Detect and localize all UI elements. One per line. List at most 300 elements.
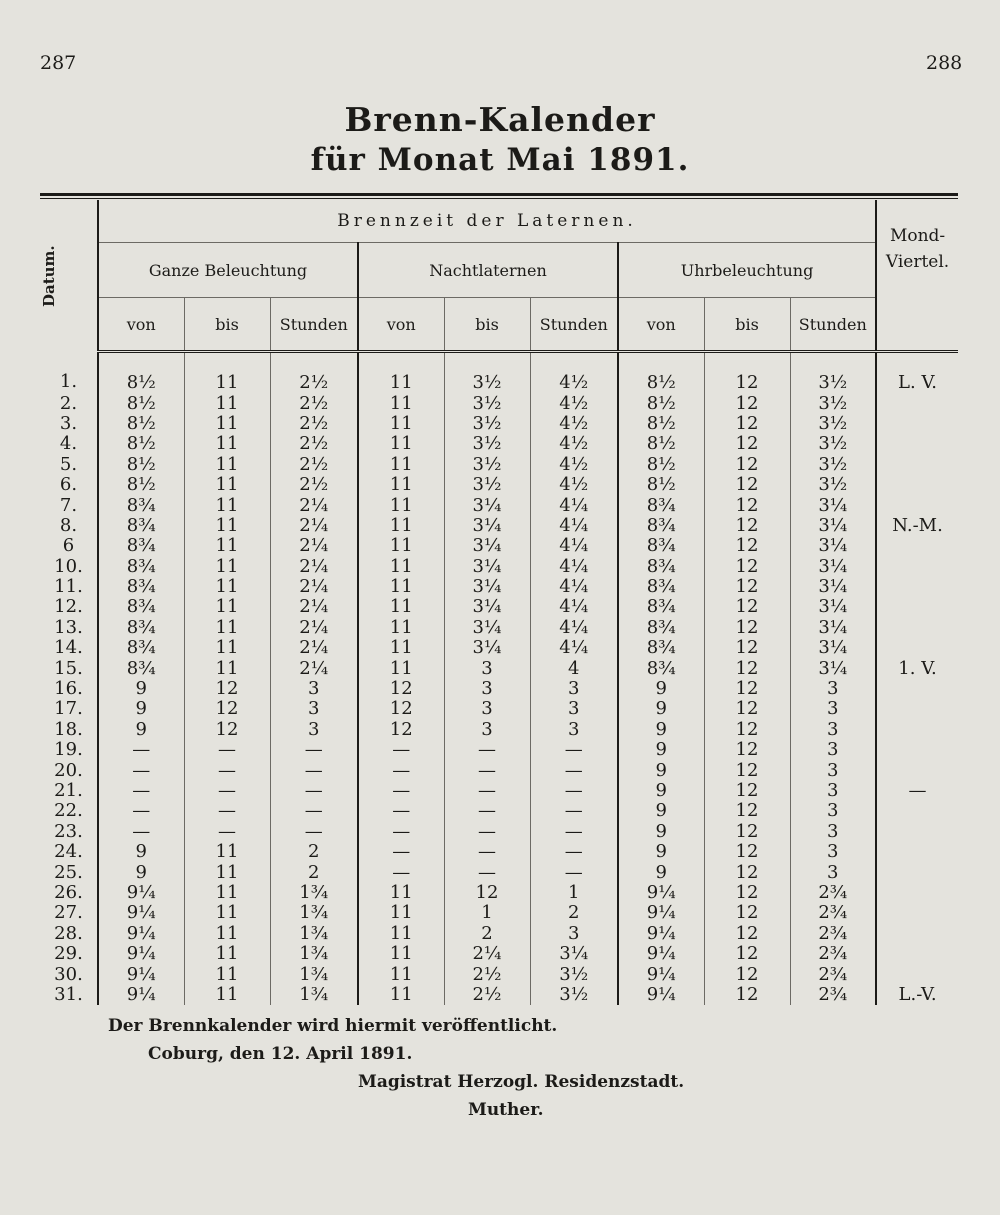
cell-uhr-bis: 12 bbox=[704, 842, 790, 862]
cell-nacht-bis: — bbox=[444, 760, 530, 780]
cell-nacht-stunden: 4¼ bbox=[530, 618, 618, 638]
cell-uhr-von: 8½ bbox=[618, 352, 704, 394]
cell-nacht-bis: 3 bbox=[444, 720, 530, 740]
cell-ganze-von: 8¾ bbox=[98, 658, 184, 678]
cell-mond-viertel bbox=[876, 393, 958, 413]
table-row bbox=[40, 577, 958, 597]
cell-mond-viertel bbox=[876, 720, 958, 740]
cell-nacht-von: 11 bbox=[358, 557, 444, 577]
cell-uhr-von: 9 bbox=[618, 679, 704, 699]
cell-nacht-von: 11 bbox=[358, 964, 444, 984]
cell-uhr-bis: 12 bbox=[704, 903, 790, 923]
cell-uhr-bis: 12 bbox=[704, 720, 790, 740]
table-row bbox=[40, 638, 958, 658]
cell-mond-viertel: 1. V. bbox=[876, 658, 958, 678]
cell-nacht-bis: 3¼ bbox=[444, 516, 530, 536]
cell-ganze-bis: 11 bbox=[184, 597, 270, 617]
cell-nacht-bis: 3¼ bbox=[444, 557, 530, 577]
cell-uhr-stunden: 2¾ bbox=[790, 883, 876, 903]
cell-nacht-von: — bbox=[358, 842, 444, 862]
cell-nacht-von: 11 bbox=[358, 536, 444, 556]
cell-nacht-von: — bbox=[358, 822, 444, 842]
cell-nacht-bis: 3¼ bbox=[444, 577, 530, 597]
cell-uhr-bis: 12 bbox=[704, 964, 790, 984]
cell-uhr-stunden: 3¼ bbox=[790, 638, 876, 658]
group-uhrbeleuchtung: Uhrbeleuchtung bbox=[618, 243, 876, 298]
cell-day: 31. bbox=[54, 983, 83, 1005]
cell-ganze-bis: 11 bbox=[184, 536, 270, 556]
table-row bbox=[40, 495, 958, 515]
cell-nacht-stunden: — bbox=[530, 760, 618, 780]
cell-uhr-stunden: 3¼ bbox=[790, 557, 876, 577]
table-row bbox=[40, 883, 958, 903]
cell-nacht-stunden: 3 bbox=[530, 699, 618, 719]
cell-ganze-bis: 12 bbox=[184, 720, 270, 740]
cell-mond-viertel: N.-M. bbox=[876, 516, 958, 536]
cell-uhr-bis: 12 bbox=[704, 781, 790, 801]
cell-nacht-stunden: 4¼ bbox=[530, 577, 618, 597]
cell-nacht-stunden: 3½ bbox=[530, 985, 618, 1005]
cell-nacht-bis: — bbox=[444, 842, 530, 862]
cell-uhr-bis: 12 bbox=[704, 760, 790, 780]
page-number-left: 287 bbox=[40, 52, 77, 74]
cell-nacht-von: — bbox=[358, 760, 444, 780]
cell-ganze-bis: 11 bbox=[184, 414, 270, 434]
cell-nacht-bis: 2¼ bbox=[444, 944, 530, 964]
cell-nacht-stunden: 3¼ bbox=[530, 944, 618, 964]
cell-ganze-stunden: 1¾ bbox=[270, 944, 358, 964]
cell-ganze-stunden: 2½ bbox=[270, 393, 358, 413]
cell-mond-viertel: L. V. bbox=[876, 352, 958, 394]
cell-ganze-von: 9 bbox=[98, 842, 184, 862]
cell-uhr-von: 9 bbox=[618, 842, 704, 862]
cell-nacht-von: 11 bbox=[358, 658, 444, 678]
subheader-von: von bbox=[358, 298, 444, 352]
cell-ganze-bis: 11 bbox=[184, 658, 270, 678]
cell-uhr-bis: 12 bbox=[704, 944, 790, 964]
cell-ganze-von: 9 bbox=[98, 699, 184, 719]
cell-ganze-von: 9¼ bbox=[98, 903, 184, 923]
cell-mond-viertel bbox=[876, 924, 958, 944]
cell-uhr-stunden: 3½ bbox=[790, 393, 876, 413]
cell-nacht-stunden: 2 bbox=[530, 903, 618, 923]
cell-uhr-von: 9¼ bbox=[618, 964, 704, 984]
cell-ganze-bis: 11 bbox=[184, 577, 270, 597]
cell-uhr-von: 8¾ bbox=[618, 638, 704, 658]
cell-nacht-bis: 3 bbox=[444, 658, 530, 678]
page-number-right: 288 bbox=[926, 52, 963, 74]
table-row bbox=[40, 699, 958, 719]
footer-authority: Magistrat Herzogl. Residenzstadt. bbox=[358, 1072, 685, 1092]
table-row bbox=[40, 985, 958, 1005]
cell-day: 27. bbox=[54, 902, 83, 924]
cell-uhr-bis: 12 bbox=[704, 536, 790, 556]
cell-ganze-stunden: 2¼ bbox=[270, 597, 358, 617]
subheader-bis: bis bbox=[704, 298, 790, 352]
footer-place-date: Coburg, den 12. April 1891. bbox=[148, 1044, 413, 1064]
cell-day: 13. bbox=[54, 616, 83, 638]
mond-subheader-empty bbox=[876, 298, 958, 352]
cell-ganze-stunden: 2½ bbox=[270, 414, 358, 434]
cell-ganze-von: — bbox=[98, 822, 184, 842]
cell-uhr-bis: 12 bbox=[704, 557, 790, 577]
cell-mond-viertel bbox=[876, 964, 958, 984]
cell-nacht-stunden: 3½ bbox=[530, 964, 618, 984]
cell-day: 2. bbox=[59, 392, 78, 414]
cell-uhr-bis: 12 bbox=[704, 679, 790, 699]
cell-nacht-von: 11 bbox=[358, 577, 444, 597]
cell-nacht-von: 12 bbox=[358, 720, 444, 740]
cell-uhr-von: 8¾ bbox=[618, 495, 704, 515]
cell-day: 14. bbox=[54, 637, 83, 659]
table-row bbox=[40, 781, 958, 801]
cell-uhr-von: 8¾ bbox=[618, 577, 704, 597]
cell-nacht-von: 11 bbox=[358, 495, 444, 515]
mond-header-cell bbox=[876, 200, 958, 298]
cell-ganze-von: 9¼ bbox=[98, 964, 184, 984]
mond-header: Mond-Viertel. bbox=[885, 225, 950, 272]
cell-uhr-von: 9 bbox=[618, 699, 704, 719]
cell-ganze-von: 8¾ bbox=[98, 577, 184, 597]
table-row bbox=[40, 536, 958, 556]
cell-uhr-bis: 12 bbox=[704, 822, 790, 842]
cell-mond-viertel bbox=[876, 434, 958, 454]
cell-ganze-von: — bbox=[98, 801, 184, 821]
cell-uhr-bis: 12 bbox=[704, 597, 790, 617]
cell-uhr-stunden: 3 bbox=[790, 760, 876, 780]
cell-mond-viertel bbox=[876, 699, 958, 719]
cell-ganze-bis: 11 bbox=[184, 638, 270, 658]
table-row bbox=[40, 658, 958, 678]
cell-ganze-stunden: 1¾ bbox=[270, 964, 358, 984]
cell-ganze-stunden: — bbox=[270, 781, 358, 801]
footer-signature: Muther. bbox=[468, 1100, 544, 1120]
cell-uhr-bis: 12 bbox=[704, 455, 790, 475]
cell-day: 23. bbox=[54, 820, 83, 842]
cell-uhr-bis: 12 bbox=[704, 434, 790, 454]
cell-nacht-von: 11 bbox=[358, 475, 444, 495]
cell-uhr-von: 8½ bbox=[618, 434, 704, 454]
cell-ganze-von: 8½ bbox=[98, 352, 184, 394]
cell-mond-viertel bbox=[876, 618, 958, 638]
cell-uhr-von: 8¾ bbox=[618, 597, 704, 617]
cell-ganze-stunden: 2½ bbox=[270, 352, 358, 394]
cell-uhr-von: 9¼ bbox=[618, 883, 704, 903]
cell-ganze-stunden: 3 bbox=[270, 679, 358, 699]
cell-uhr-stunden: 3½ bbox=[790, 434, 876, 454]
cell-ganze-von: 9 bbox=[98, 862, 184, 882]
cell-day: 15. bbox=[54, 657, 83, 679]
cell-mond-viertel bbox=[876, 414, 958, 434]
cell-ganze-stunden: 2½ bbox=[270, 455, 358, 475]
cell-ganze-bis: 11 bbox=[184, 883, 270, 903]
cell-uhr-stunden: 3½ bbox=[790, 475, 876, 495]
cell-nacht-bis: 3½ bbox=[444, 393, 530, 413]
cell-uhr-stunden: 3 bbox=[790, 822, 876, 842]
cell-uhr-von: 8¾ bbox=[618, 658, 704, 678]
cell-nacht-von: 11 bbox=[358, 597, 444, 617]
table-row bbox=[40, 842, 958, 862]
cell-uhr-bis: 12 bbox=[704, 883, 790, 903]
cell-day: 30. bbox=[54, 963, 83, 985]
cell-uhr-stunden: 3 bbox=[790, 699, 876, 719]
cell-nacht-stunden: 4¼ bbox=[530, 536, 618, 556]
cell-nacht-stunden: 3 bbox=[530, 679, 618, 699]
cell-nacht-von: 11 bbox=[358, 414, 444, 434]
cell-nacht-bis: 3 bbox=[444, 679, 530, 699]
datum-header-cell bbox=[40, 200, 98, 352]
cell-nacht-bis: 3½ bbox=[444, 455, 530, 475]
cell-day: 12. bbox=[54, 596, 83, 618]
cell-uhr-von: 8½ bbox=[618, 475, 704, 495]
group-nachtlaternen: Nachtlaternen bbox=[358, 243, 618, 298]
cell-ganze-von: 8¾ bbox=[98, 618, 184, 638]
table-row bbox=[40, 944, 958, 964]
cell-nacht-von: 11 bbox=[358, 516, 444, 536]
cell-ganze-bis: — bbox=[184, 822, 270, 842]
cell-ganze-bis: — bbox=[184, 801, 270, 821]
cell-ganze-stunden: 2¼ bbox=[270, 658, 358, 678]
cell-mond-viertel bbox=[876, 801, 958, 821]
cell-ganze-bis: 11 bbox=[184, 862, 270, 882]
cell-day: 20. bbox=[54, 759, 83, 781]
cell-mond-viertel bbox=[876, 740, 958, 760]
cell-day: 10. bbox=[54, 555, 83, 577]
cell-ganze-bis: 11 bbox=[184, 495, 270, 515]
cell-ganze-stunden: 2¼ bbox=[270, 618, 358, 638]
cell-mond-viertel bbox=[876, 638, 958, 658]
cell-nacht-stunden: — bbox=[530, 781, 618, 801]
cell-nacht-stunden: 4¼ bbox=[530, 597, 618, 617]
cell-uhr-stunden: 3 bbox=[790, 862, 876, 882]
cell-nacht-von: 11 bbox=[358, 352, 444, 394]
cell-nacht-von: — bbox=[358, 781, 444, 801]
cell-mond-viertel bbox=[876, 883, 958, 903]
cell-uhr-stunden: 3¼ bbox=[790, 577, 876, 597]
cell-nacht-stunden: 4½ bbox=[530, 434, 618, 454]
cell-nacht-stunden: 4½ bbox=[530, 352, 618, 394]
cell-uhr-bis: 12 bbox=[704, 862, 790, 882]
subheader-stunden: Stunden bbox=[270, 298, 358, 352]
cell-uhr-von: 9 bbox=[618, 801, 704, 821]
cell-mond-viertel bbox=[876, 760, 958, 780]
cell-ganze-von: 8½ bbox=[98, 393, 184, 413]
cell-nacht-stunden: 1 bbox=[530, 883, 618, 903]
cell-uhr-stunden: 3½ bbox=[790, 455, 876, 475]
cell-uhr-stunden: 3 bbox=[790, 781, 876, 801]
cell-ganze-von: 8¾ bbox=[98, 495, 184, 515]
cell-mond-viertel bbox=[876, 903, 958, 923]
table-row bbox=[40, 822, 958, 842]
cell-uhr-stunden: 2¾ bbox=[790, 944, 876, 964]
subheader-stunden: Stunden bbox=[530, 298, 618, 352]
cell-nacht-von: — bbox=[358, 801, 444, 821]
cell-nacht-stunden: 4¼ bbox=[530, 495, 618, 515]
cell-nacht-bis: 3½ bbox=[444, 414, 530, 434]
cell-uhr-stunden: 3½ bbox=[790, 414, 876, 434]
cell-ganze-von: 9¼ bbox=[98, 985, 184, 1005]
table-row bbox=[40, 434, 958, 454]
cell-ganze-von: 8¾ bbox=[98, 536, 184, 556]
cell-day: 6 bbox=[62, 535, 75, 557]
cell-mond-viertel bbox=[876, 536, 958, 556]
cell-mond-viertel bbox=[876, 597, 958, 617]
cell-ganze-bis: 11 bbox=[184, 352, 270, 394]
cell-nacht-von: 11 bbox=[358, 618, 444, 638]
calendar-table bbox=[40, 200, 958, 1005]
table-row bbox=[40, 618, 958, 638]
cell-ganze-bis: 11 bbox=[184, 557, 270, 577]
cell-mond-viertel bbox=[876, 495, 958, 515]
cell-uhr-bis: 12 bbox=[704, 516, 790, 536]
cell-uhr-von: 8½ bbox=[618, 393, 704, 413]
cell-ganze-von: 8¾ bbox=[98, 557, 184, 577]
cell-nacht-bis: 1 bbox=[444, 903, 530, 923]
top-rule-thin bbox=[40, 198, 958, 199]
cell-ganze-stunden: 1¾ bbox=[270, 924, 358, 944]
footer-publication-note: Der Brennkalender wird hiermit veröffentlicht. bbox=[108, 1016, 558, 1036]
cell-mond-viertel: — bbox=[876, 781, 958, 801]
cell-nacht-von: 12 bbox=[358, 699, 444, 719]
cell-ganze-von: 9 bbox=[98, 720, 184, 740]
cell-uhr-bis: 12 bbox=[704, 924, 790, 944]
cell-mond-viertel: L.-V. bbox=[876, 985, 958, 1005]
cell-nacht-bis: 2½ bbox=[444, 964, 530, 984]
cell-nacht-von: 11 bbox=[358, 638, 444, 658]
cell-ganze-stunden: 2¼ bbox=[270, 577, 358, 597]
cell-ganze-stunden: 1¾ bbox=[270, 985, 358, 1005]
table-row bbox=[40, 679, 958, 699]
cell-uhr-von: 9¼ bbox=[618, 944, 704, 964]
cell-mond-viertel bbox=[876, 822, 958, 842]
cell-uhr-von: 9¼ bbox=[618, 985, 704, 1005]
cell-ganze-bis: 11 bbox=[184, 434, 270, 454]
cell-nacht-von: 11 bbox=[358, 944, 444, 964]
cell-nacht-bis: 2½ bbox=[444, 985, 530, 1005]
cell-ganze-von: 8½ bbox=[98, 414, 184, 434]
cell-nacht-bis: 3¼ bbox=[444, 495, 530, 515]
cell-uhr-von: 8½ bbox=[618, 455, 704, 475]
cell-ganze-bis: 12 bbox=[184, 699, 270, 719]
cell-ganze-von: — bbox=[98, 740, 184, 760]
table-row bbox=[40, 352, 958, 394]
cell-uhr-bis: 12 bbox=[704, 740, 790, 760]
cell-nacht-von: 11 bbox=[358, 455, 444, 475]
cell-ganze-stunden: 1¾ bbox=[270, 903, 358, 923]
cell-day: 18. bbox=[54, 718, 83, 740]
cell-ganze-bis: — bbox=[184, 781, 270, 801]
cell-uhr-stunden: 3 bbox=[790, 740, 876, 760]
cell-nacht-bis: 3½ bbox=[444, 475, 530, 495]
cell-mond-viertel bbox=[876, 862, 958, 882]
cell-nacht-bis: 3¼ bbox=[444, 638, 530, 658]
cell-ganze-von: 8¾ bbox=[98, 597, 184, 617]
document-subtitle: für Monat Mai 1891. bbox=[310, 142, 690, 178]
cell-ganze-stunden: — bbox=[270, 822, 358, 842]
cell-nacht-stunden: 4½ bbox=[530, 455, 618, 475]
cell-day: 28. bbox=[54, 922, 83, 944]
cell-uhr-bis: 12 bbox=[704, 495, 790, 515]
cell-ganze-von: 8¾ bbox=[98, 516, 184, 536]
cell-nacht-stunden: 4½ bbox=[530, 475, 618, 495]
cell-ganze-bis: 11 bbox=[184, 944, 270, 964]
cell-uhr-von: 9 bbox=[618, 740, 704, 760]
cell-day: 5. bbox=[59, 453, 78, 475]
cell-ganze-bis: 12 bbox=[184, 679, 270, 699]
cell-uhr-bis: 12 bbox=[704, 352, 790, 394]
cell-day: 11. bbox=[54, 576, 83, 598]
cell-ganze-von: 9¼ bbox=[98, 924, 184, 944]
cell-uhr-stunden: 3¼ bbox=[790, 516, 876, 536]
cell-nacht-bis: — bbox=[444, 862, 530, 882]
cell-ganze-stunden: 2½ bbox=[270, 434, 358, 454]
cell-ganze-bis: 11 bbox=[184, 964, 270, 984]
table-row bbox=[40, 801, 958, 821]
table-row bbox=[40, 597, 958, 617]
cell-nacht-bis: 3½ bbox=[444, 352, 530, 394]
cell-day: 8. bbox=[59, 514, 78, 536]
cell-nacht-bis: — bbox=[444, 822, 530, 842]
cell-mond-viertel bbox=[876, 577, 958, 597]
cell-ganze-stunden: 2 bbox=[270, 842, 358, 862]
cell-day: 16. bbox=[54, 678, 83, 700]
table-row bbox=[40, 964, 958, 984]
cell-day: 25. bbox=[54, 861, 83, 883]
cell-nacht-von: — bbox=[358, 862, 444, 882]
top-rule-thick bbox=[40, 193, 958, 196]
cell-ganze-stunden: 2 bbox=[270, 862, 358, 882]
cell-uhr-stunden: 2¾ bbox=[790, 924, 876, 944]
cell-nacht-von: 11 bbox=[358, 985, 444, 1005]
cell-nacht-bis: 3½ bbox=[444, 434, 530, 454]
cell-mond-viertel bbox=[876, 842, 958, 862]
cell-uhr-bis: 12 bbox=[704, 801, 790, 821]
cell-nacht-bis: 3 bbox=[444, 699, 530, 719]
cell-nacht-von: 11 bbox=[358, 434, 444, 454]
cell-nacht-bis: 3¼ bbox=[444, 597, 530, 617]
subheader-von: von bbox=[98, 298, 184, 352]
cell-uhr-bis: 12 bbox=[704, 658, 790, 678]
cell-ganze-stunden: 3 bbox=[270, 699, 358, 719]
cell-day: 29. bbox=[54, 943, 83, 965]
cell-mond-viertel bbox=[876, 475, 958, 495]
cell-uhr-bis: 12 bbox=[704, 475, 790, 495]
table-row bbox=[40, 720, 958, 740]
cell-ganze-von: — bbox=[98, 760, 184, 780]
cell-mond-viertel bbox=[876, 557, 958, 577]
cell-ganze-stunden: 1¾ bbox=[270, 883, 358, 903]
cell-nacht-bis: 3¼ bbox=[444, 536, 530, 556]
cell-nacht-stunden: — bbox=[530, 862, 618, 882]
cell-ganze-bis: 11 bbox=[184, 455, 270, 475]
cell-nacht-von: 11 bbox=[358, 903, 444, 923]
cell-uhr-bis: 12 bbox=[704, 414, 790, 434]
cell-uhr-von: 9 bbox=[618, 720, 704, 740]
table-row bbox=[40, 557, 958, 577]
cell-uhr-bis: 12 bbox=[704, 699, 790, 719]
datum-header: Datum. bbox=[40, 244, 58, 307]
cell-nacht-bis: — bbox=[444, 740, 530, 760]
cell-ganze-von: 8½ bbox=[98, 455, 184, 475]
cell-ganze-von: — bbox=[98, 781, 184, 801]
cell-ganze-bis: 11 bbox=[184, 618, 270, 638]
cell-nacht-stunden: 4½ bbox=[530, 393, 618, 413]
cell-uhr-von: 9 bbox=[618, 781, 704, 801]
cell-ganze-stunden: 2½ bbox=[270, 475, 358, 495]
cell-ganze-stunden: 2¼ bbox=[270, 638, 358, 658]
cell-uhr-stunden: 3 bbox=[790, 842, 876, 862]
cell-ganze-stunden: 2¼ bbox=[270, 557, 358, 577]
